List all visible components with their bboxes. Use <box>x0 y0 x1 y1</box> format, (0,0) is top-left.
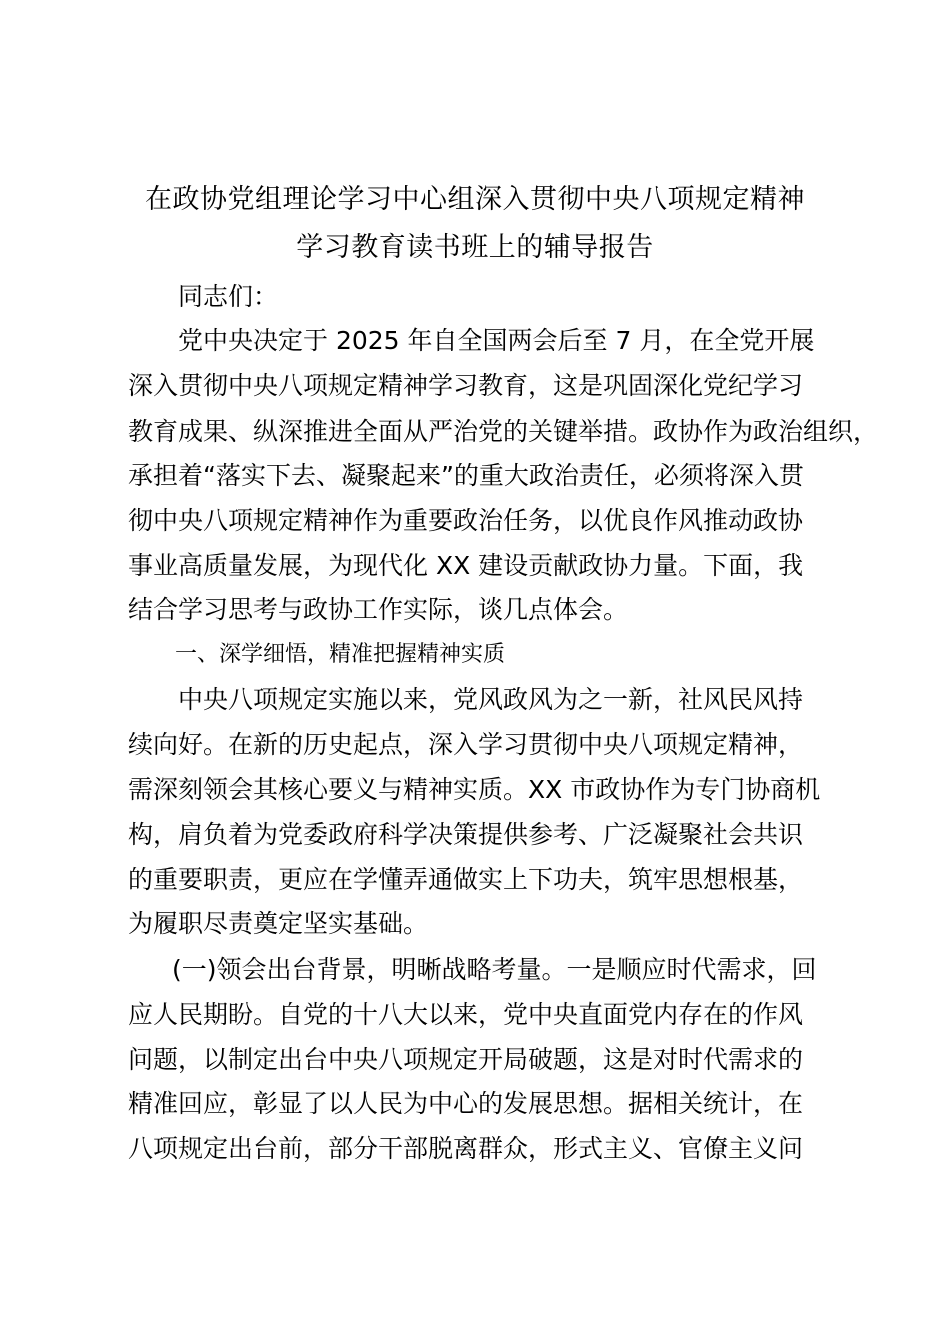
intro-line: 教育成果、纵深推进全面从严治党的关键举措。政协作为政治组织， <box>128 417 879 446</box>
subsection-paragraph-line: 问题，以制定出台中央八项规定开局破题，这是对时代需求的 <box>128 1045 804 1074</box>
intro-line: 党中央决定于 2025 年自全国两会后至 7 月，在全党开展 <box>178 326 815 355</box>
section-paragraph-line: 构，肩负着为党委政府科学决策提供参考、广泛凝聚社会共识 <box>128 820 804 849</box>
section-paragraph-line: 为履职尽责奠定坚实基础。 <box>128 909 429 938</box>
intro-line: 结合学习思考与政协工作实际，谈几点体会。 <box>128 595 629 624</box>
subsection-paragraph-line: 应人民期盼。自党的十八大以来，党中央直面党内存在的作风 <box>128 1000 804 1029</box>
subsection-paragraph-line: 精准回应，彰显了以人民为中心的发展思想。据相关统计，在 <box>128 1089 804 1118</box>
intro-line: 事业高质量发展，为现代化 XX 建设贡献政协力量。下面，我 <box>128 551 804 580</box>
section-heading: 一、深学细悟，精准把握精神实质 <box>175 642 506 667</box>
intro-line: 深入贯彻中央八项规定精神学习教育，这是巩固深化党纪学习 <box>128 371 804 400</box>
document-title-line-2: 学习教育读书班上的辅导报告 <box>296 232 654 263</box>
salutation: 同志们： <box>178 282 279 311</box>
section-paragraph-line: 的重要职责，更应在学懂弄通做实上下功夫，筑牢思想根基， <box>128 865 804 894</box>
intro-line: 承担着“落实下去、凝聚起来”的重大政治责任，必须将深入贯 <box>128 461 804 490</box>
subsection-paragraph-line: (一)领会出台背景，明晰战略考量。一是顺应时代需求，回 <box>172 955 817 984</box>
intro-line: 彻中央八项规定精神作为重要政治任务，以优良作风推动政协 <box>128 506 804 535</box>
subsection-paragraph-line: 八项规定出台前，部分干部脱离群众，形式主义、官僚主义问 <box>128 1134 804 1163</box>
document-title-line-1: 在政协党组理论学习中心组深入贯彻中央八项规定精神 <box>145 184 805 215</box>
section-paragraph-line: 中央八项规定实施以来，党风政风为之一新，社风民风持 <box>178 685 804 714</box>
section-paragraph-line: 续向好。在新的历史起点，深入学习贯彻中央八项规定精神， <box>128 730 804 759</box>
section-paragraph-line: 需深刻领会其核心要义与精神实质。XX 市政协作为专门协商机 <box>128 775 821 804</box>
